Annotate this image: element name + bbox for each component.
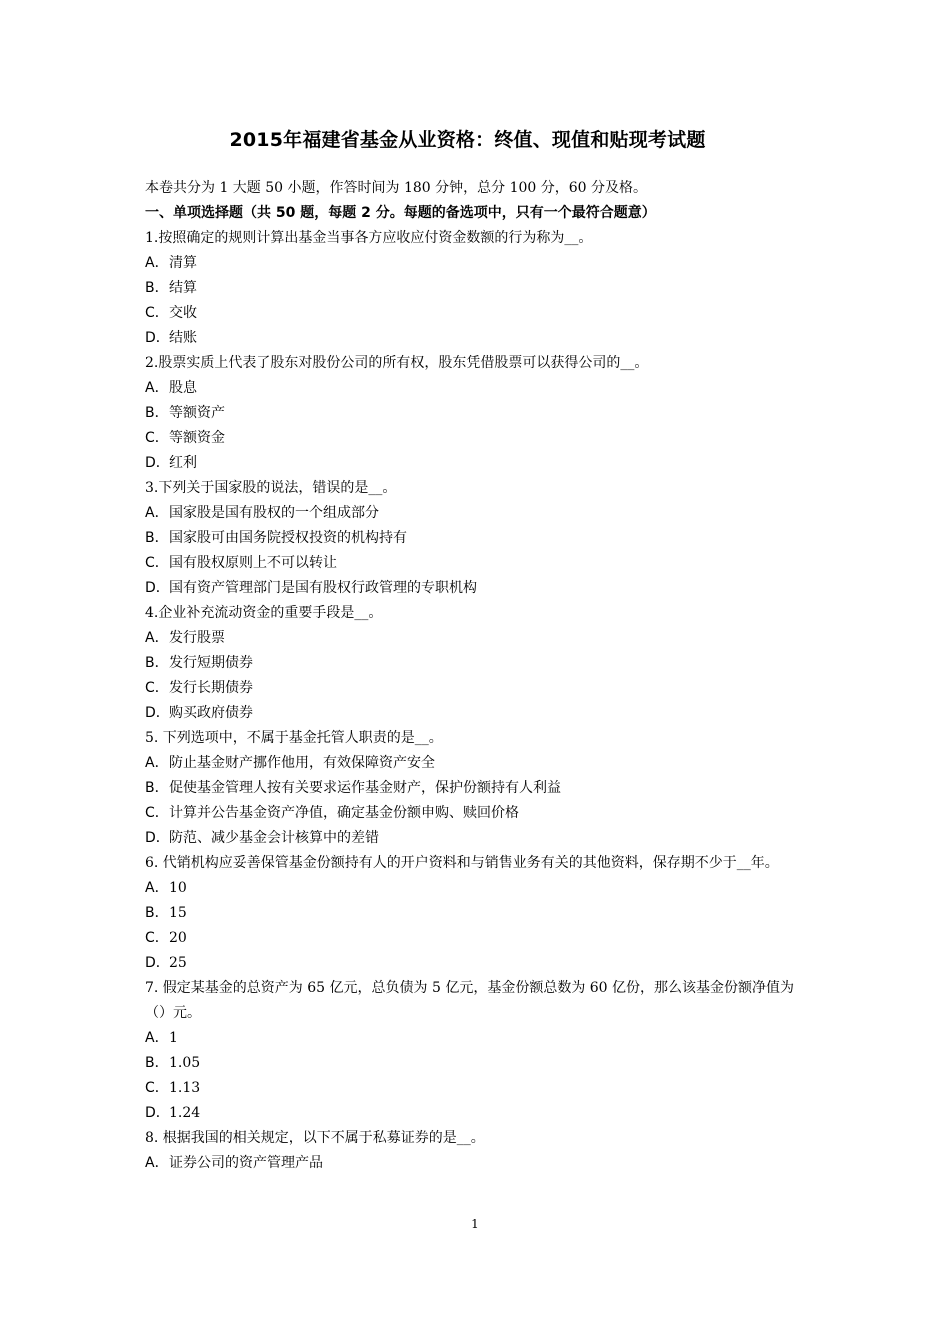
answer-option [145,751,810,776]
option-text: 1.13 [169,1080,201,1096]
answer-option [145,376,810,401]
option-text: 15 [169,905,187,921]
option-letter: D． [145,830,170,846]
option-text: 促使基金管理人按有关要求运作基金财产，保护份额持有人利益 [169,780,561,796]
answer-option [145,1076,810,1101]
answer-option [145,776,810,801]
question-text: 1.按照确定的规则计算出基金当事各方应收应付资金数额的行为称为__。 [145,230,593,246]
answer-option [145,276,810,301]
option-letter: B． [145,405,169,421]
option-text: 国有资产管理部门是国有股权行政管理的专职机构 [169,580,477,596]
question-text: 5. 下列选项中，不属于基金托管人职责的是__。 [145,730,443,746]
option-letter: D． [145,580,170,596]
answer-option [145,901,810,926]
answer-option [145,1101,810,1126]
answer-option [145,401,810,426]
answer-option [145,451,810,476]
option-letter: C． [145,930,169,946]
option-text: 购买政府债券 [169,705,253,721]
option-text: 清算 [169,255,197,271]
option-text: 国家股可由国务院授权投资的机构持有 [169,530,407,546]
answer-option [145,1051,810,1076]
option-text: 交收 [169,305,197,321]
option-text: 20 [169,930,187,946]
answer-option [145,926,810,951]
option-text: 发行长期债券 [169,680,253,696]
option-letter: C． [145,680,169,696]
question-text: 2.股票实质上代表了股东对股份公司的所有权，股东凭借股票可以获得公司的__。 [145,355,649,371]
answer-option [145,1026,810,1051]
option-text: 等额资金 [169,430,225,446]
answer-option [145,951,810,976]
option-letter: D． [145,705,170,721]
option-letter: B． [145,530,169,546]
option-text: 证券公司的资产管理产品 [169,1155,323,1171]
option-letter: A． [145,1155,169,1171]
answer-option [145,501,810,526]
option-text: 1.24 [169,1105,201,1121]
option-text: 结算 [169,280,197,296]
question-text: 3.下列关于国家股的说法，错误的是__。 [145,480,397,496]
question-list [145,226,810,1176]
option-text: 计算并公告基金资产净值，确定基金份额申购、赎回价格 [169,805,519,821]
option-letter: C． [145,555,169,571]
option-letter: A． [145,880,169,896]
option-letter: D． [145,330,170,346]
option-letter: C． [145,430,169,446]
option-text: 25 [169,955,187,971]
section-heading: 一、单项选择题（共 50 题，每题 2 分。每题的备选项中，只有一个最符合题意） [145,205,656,221]
answer-option [145,826,810,851]
answer-option [145,651,810,676]
option-letter: B． [145,655,169,671]
option-text: 1 [169,1030,178,1046]
question-text: 8. 根据我国的相关规定，以下不属于私募证券的是__。 [145,1130,485,1146]
option-letter: C． [145,1080,169,1096]
question-text: 7. 假定某基金的总资产为 65 亿元，总负债为 5 亿元，基金份额总数为 60 亿份，那么该基金份额净值为（）元。 [145,980,795,1021]
option-text: 防止基金财产挪作他用，有效保障资产安全 [169,755,435,771]
question-text: 4.企业补充流动资金的重要手段是__。 [145,605,383,621]
page-number: 1 [471,1217,479,1231]
answer-option [145,1151,810,1176]
option-text: 发行短期债券 [169,655,253,671]
answer-option [145,551,810,576]
option-letter: A． [145,755,169,771]
option-text: 红利 [169,455,197,471]
option-text: 股息 [169,380,197,396]
answer-option [145,326,810,351]
answer-option [145,876,810,901]
option-letter: A． [145,630,169,646]
option-letter: A． [145,505,169,521]
option-letter: B． [145,780,169,796]
option-text: 国家股是国有股权的一个组成部分 [169,505,379,521]
answer-option [145,701,810,726]
option-letter: D． [145,955,170,971]
option-text: 发行股票 [169,630,225,646]
answer-option [145,526,810,551]
option-letter: A． [145,1030,169,1046]
option-letter: A． [145,380,169,396]
option-letter: C． [145,805,169,821]
option-letter: A． [145,255,169,271]
option-letter: B． [145,905,169,921]
answer-option [145,801,810,826]
question-text: 6. 代销机构应妥善保管基金份额持有人的开户资料和与销售业务有关的其他资料，保存期不少于__年。 [145,855,779,871]
answer-option [145,576,810,601]
answer-option [145,676,810,701]
option-letter: B． [145,1055,169,1071]
option-text: 防范、减少基金会计核算中的差错 [169,830,379,846]
option-text: 结账 [169,330,197,346]
document-page [145,125,810,1176]
answer-option [145,626,810,651]
option-text: 1.05 [169,1055,201,1071]
answer-option [145,251,810,276]
option-letter: D． [145,455,170,471]
option-letter: B． [145,280,169,296]
option-text: 等额资产 [169,405,225,421]
exam-intro: 本卷共分为 1 大题 50 小题，作答时间为 180 分钟，总分 100 分，60 分及格。 [145,180,648,196]
answer-option [145,301,810,326]
answer-option [145,426,810,451]
option-text: 国有股权原则上不可以转让 [169,555,337,571]
document-title: 2015年福建省基金从业资格：终值、现值和贴现考试题 [229,129,706,151]
option-letter: C． [145,305,169,321]
option-letter: D． [145,1105,170,1121]
option-text: 10 [169,880,187,896]
